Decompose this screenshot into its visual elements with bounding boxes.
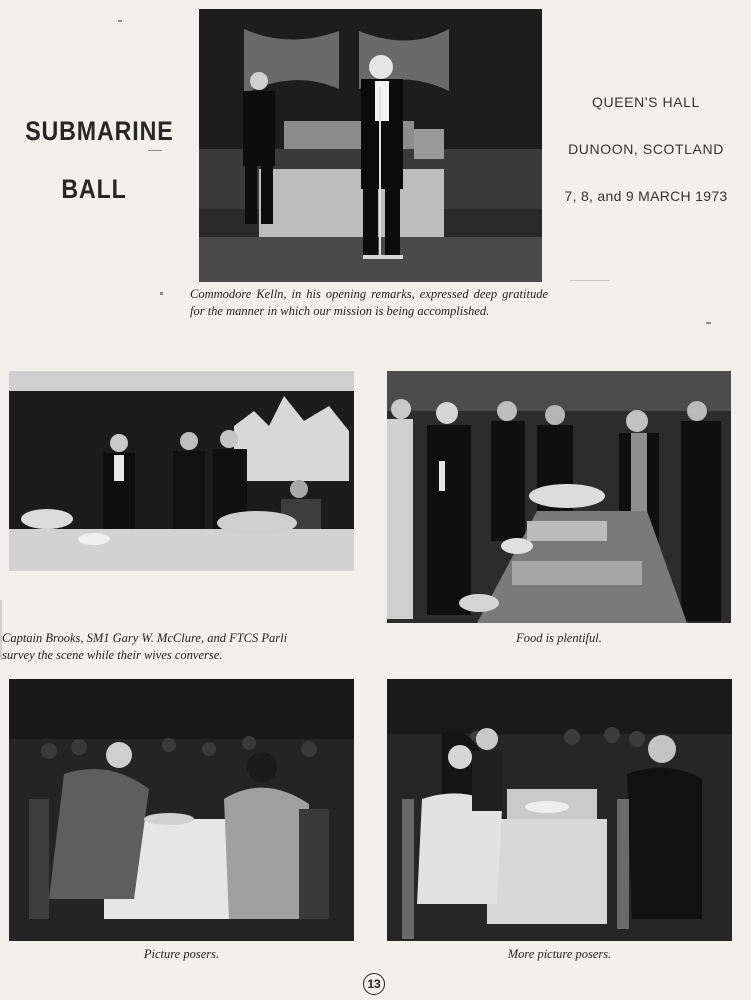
photo-stage-speech-icon [199, 9, 542, 282]
page-number: 13 [363, 973, 385, 995]
caption-captain-brooks-line-2: survey the scene while their wives converse. [2, 648, 223, 662]
title-line-2: BALL [61, 174, 127, 204]
photo-more-picture-posers [387, 679, 732, 941]
caption-commodore: Commodore Kelln, in his opening remarks, expressed deep gratitude for the manner in which our mission is being accomplished. [190, 287, 548, 318]
photo-diners-icon [9, 679, 354, 941]
caption-food: Food is plentiful. [516, 631, 602, 645]
photo-picture-posers [9, 679, 354, 941]
photo-head-table-icon [9, 371, 354, 571]
photo-captain-brooks [9, 371, 354, 571]
title-line-1: SUBMARINE [25, 116, 174, 146]
caption-picture-posers: Picture posers. [143, 947, 220, 961]
photo-diners-icon [387, 679, 732, 941]
venue-location: DUNOON, SCOTLAND [568, 141, 724, 157]
photo-commodore-kelln [199, 9, 542, 282]
caption-more-picture-posers: More picture posers. [507, 947, 612, 961]
event-dates: 7, 8, and 9 MARCH 1973 [564, 188, 728, 204]
event-title [14, 102, 174, 218]
caption-captain-brooks-line-1: Captain Brooks, SM1 Gary W. McClure, and FTCS Parli [2, 631, 288, 645]
venue-name: QUEEN'S HALL [592, 94, 700, 110]
photo-food-plentiful [387, 371, 731, 623]
caption-captain-brooks [2, 630, 362, 664]
photo-buffet-icon [387, 371, 731, 623]
